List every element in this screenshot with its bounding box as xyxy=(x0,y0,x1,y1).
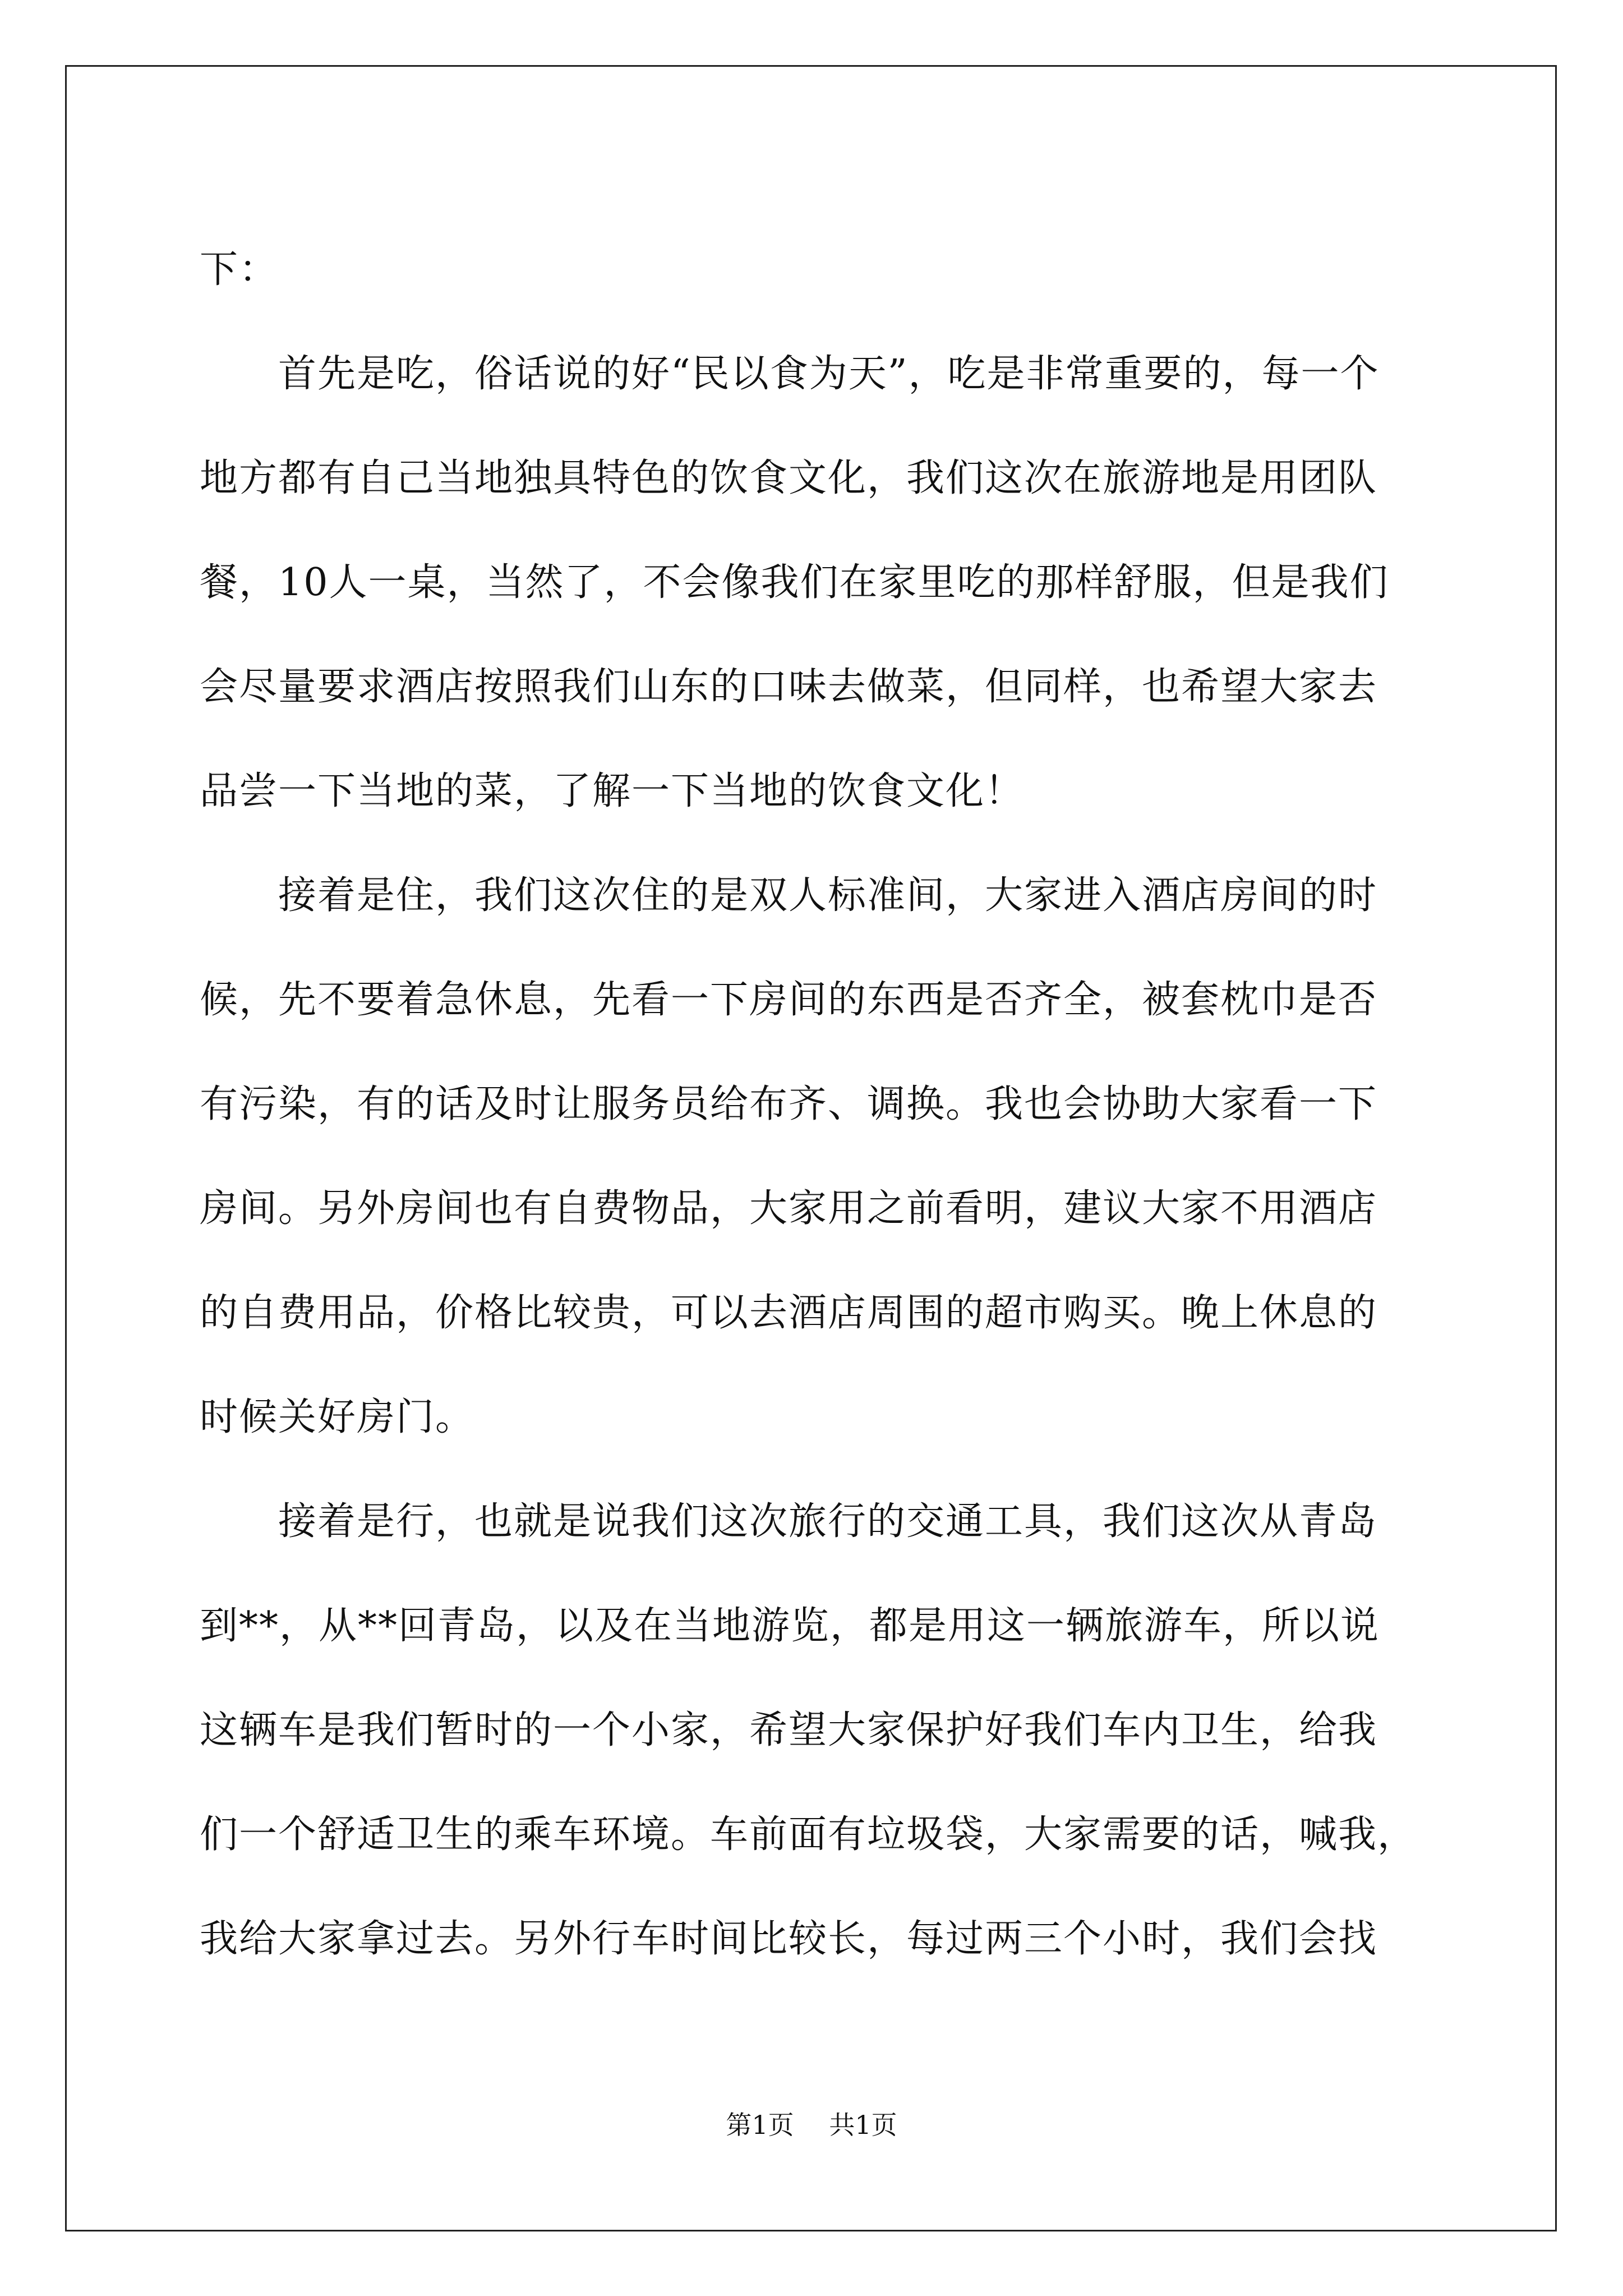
document-body xyxy=(200,218,1428,1991)
page-footer xyxy=(0,2108,1623,2142)
text-line: 的自费用品，价格比较贵，可以去酒店周围的超市购买。晚上休息的 xyxy=(200,1291,1378,1335)
text-line: 我给大家拿过去。另外行车时间比较长，每过两三个小时，我们会找 xyxy=(200,1917,1378,1961)
text-line: 有污染，有的话及时让服务员给布齐、调换。我也会协助大家看一下 xyxy=(200,1082,1378,1126)
text-line: 候，先不要着急休息，先看一下房间的东西是否齐全，被套枕巾是否 xyxy=(200,978,1378,1022)
text-line: 到**，从**回青岛，以及在当地游览，都是用这一辆旅游车，所以说 xyxy=(200,1604,1380,1648)
text-line: 时候关好房门。 xyxy=(200,1395,475,1439)
text-line: 接着是住，我们这次住的是双人标准间，大家进入酒店房间的时 xyxy=(200,873,1378,918)
text-line: 接着是行，也就是说我们这次旅行的交通工具，我们这次从青岛 xyxy=(200,1499,1378,1544)
page-total: 共1页 xyxy=(829,2110,897,2140)
text-line: 们一个舒适卫生的乘车环境。车前面有垃圾袋，大家需要的话，喊我， xyxy=(200,1812,1417,1857)
text-line: 下： xyxy=(200,247,279,292)
page-number: 第1页 xyxy=(726,2110,794,2140)
text-line: 会尽量要求酒店按照我们山东的口味去做菜，但同样，也希望大家去 xyxy=(200,665,1378,709)
text-line: 首先是吃，俗话说的好“民以食为天”，吃是非常重要的，每一个 xyxy=(200,352,1380,396)
text-line: 品尝一下当地的菜，了解一下当地的饮食文化！ xyxy=(200,769,1025,813)
text-line: 地方都有自己当地独具特色的饮食文化，我们这次在旅游地是用团队 xyxy=(200,456,1378,500)
text-line: 这辆车是我们暂时的一个小家，希望大家保护好我们车内卫生，给我 xyxy=(200,1708,1378,1752)
text-line: 房间。另外房间也有自费物品，大家用之前看明，建议大家不用酒店 xyxy=(200,1186,1378,1231)
text-line: 餐，10人一桌，当然了，不会像我们在家里吃的那样舒服，但是我们 xyxy=(200,560,1389,605)
